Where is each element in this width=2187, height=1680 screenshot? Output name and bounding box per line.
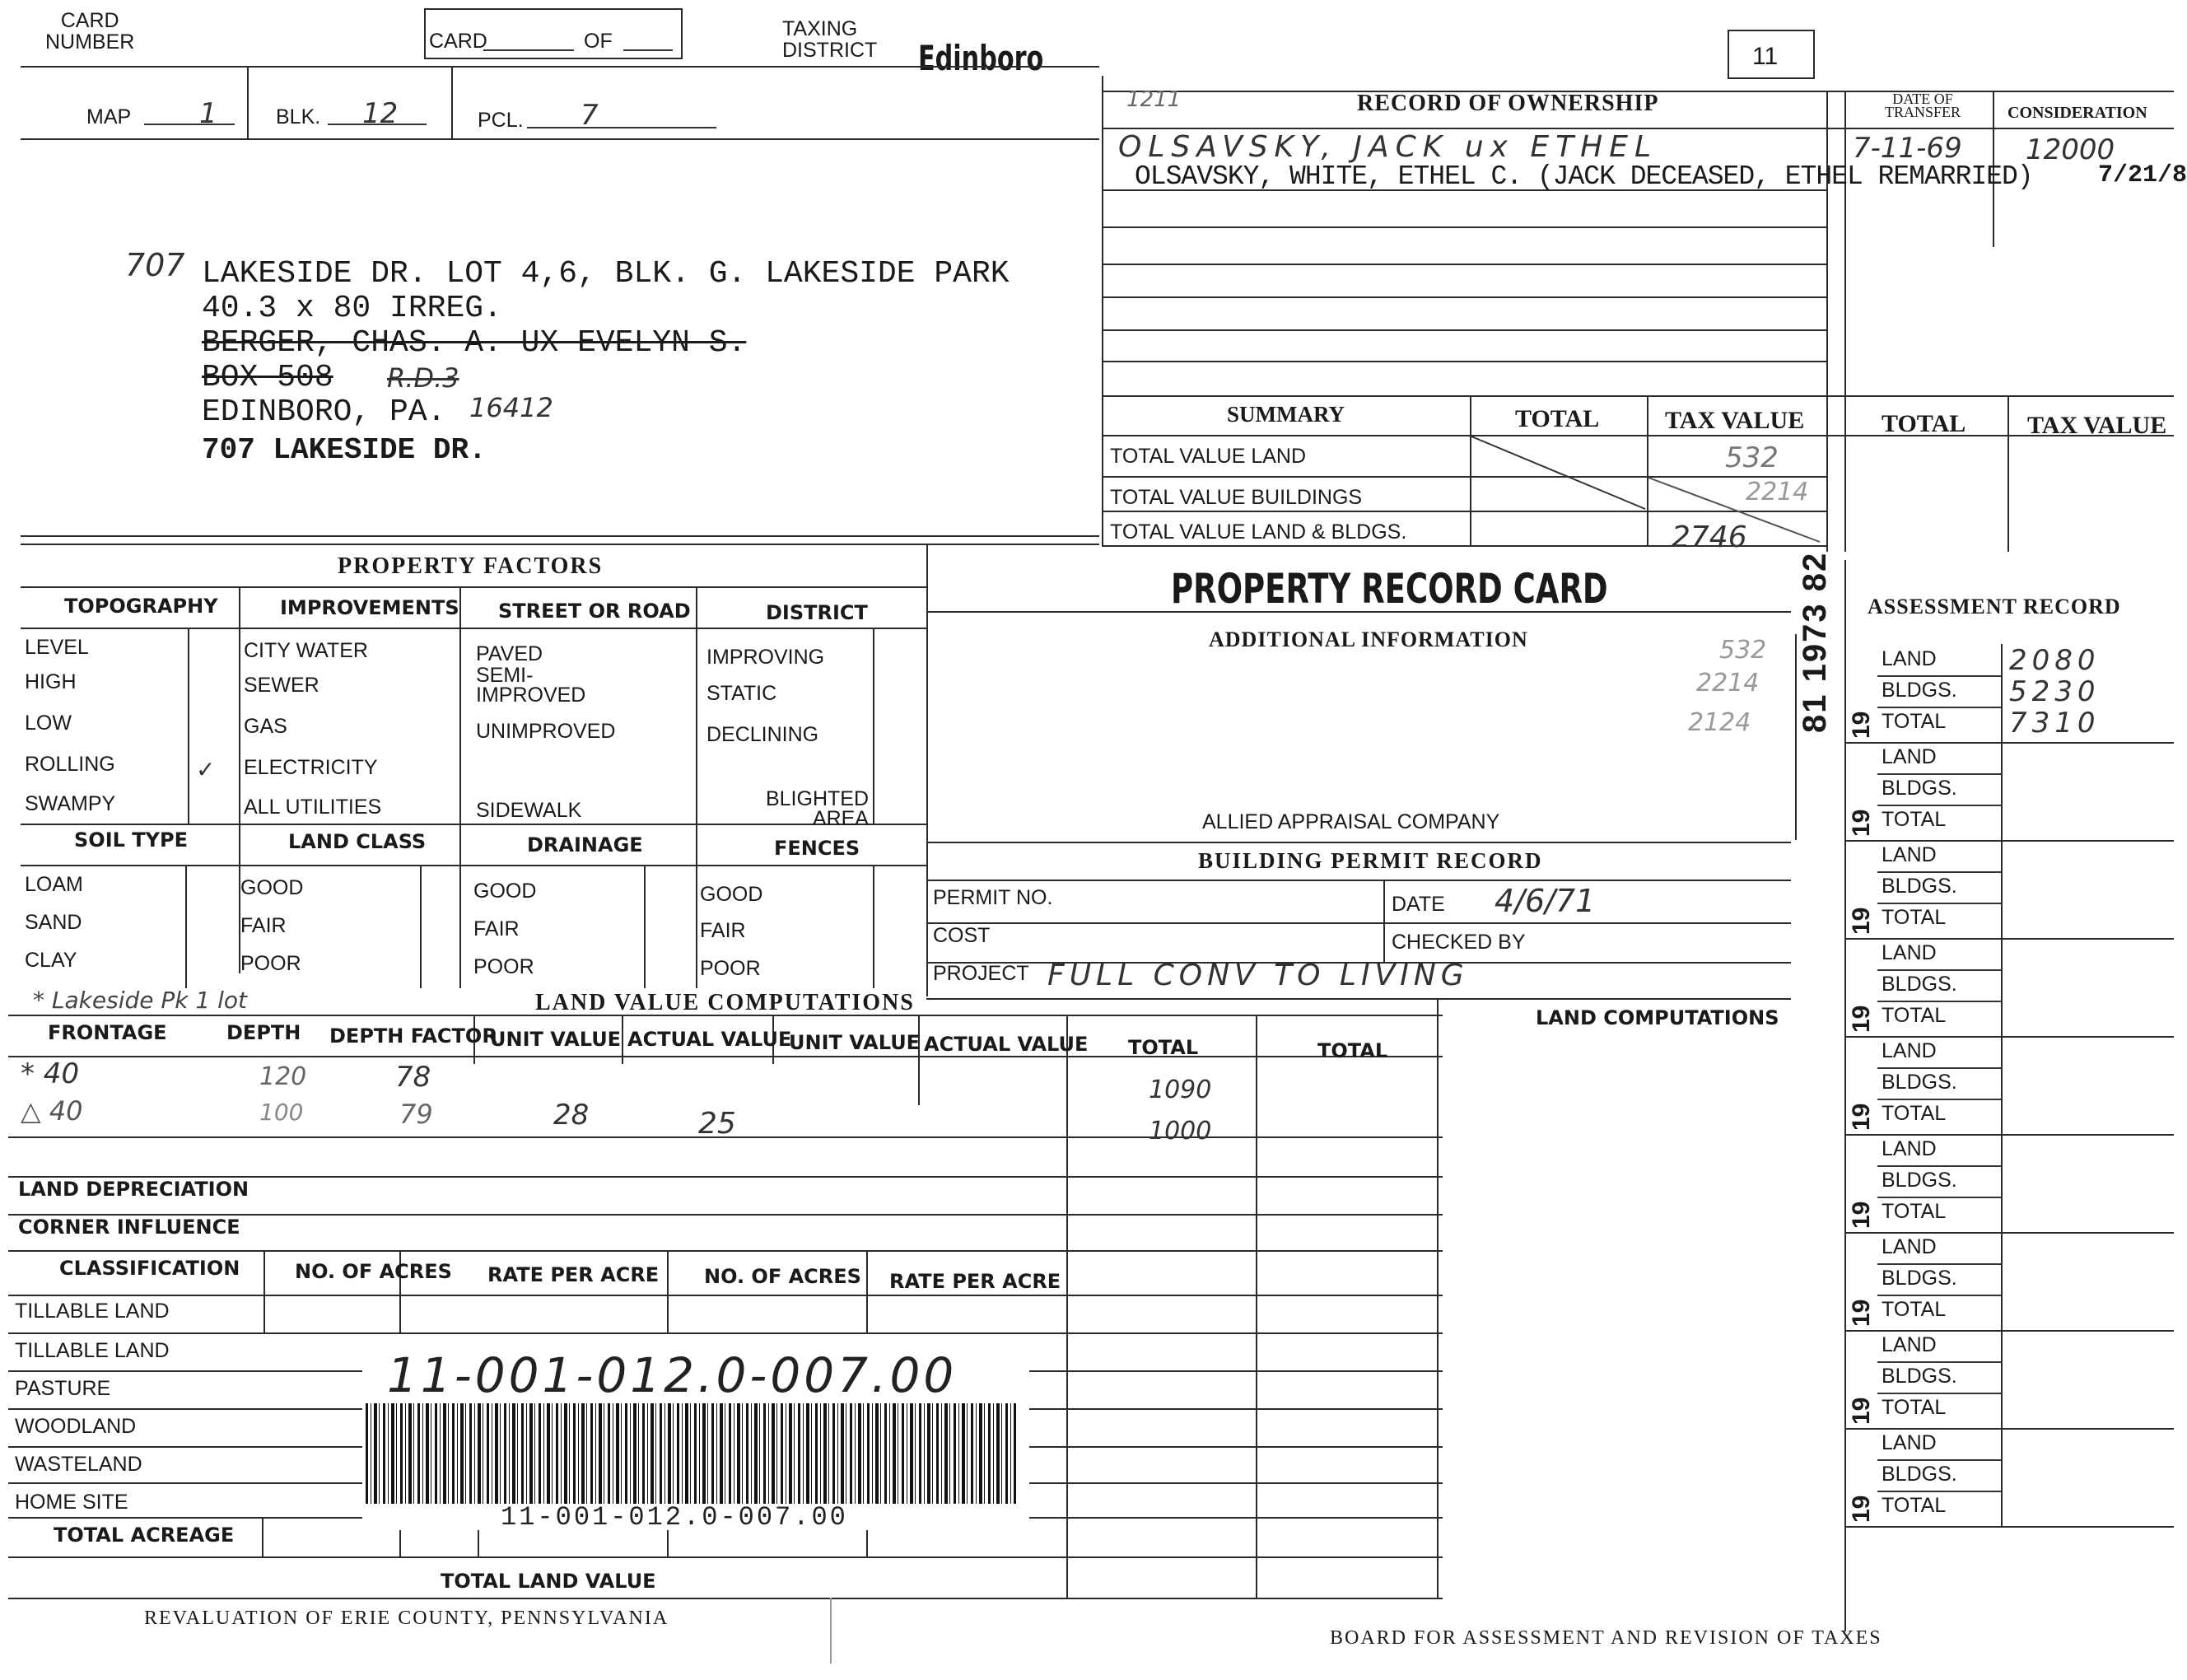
street-unimproved: UNIMPROVED <box>476 720 616 743</box>
street-label: STREET OR ROAD <box>498 600 691 623</box>
footer-left: REVALUATION OF ERIE COUNTY, PENNSYLVANIA <box>144 1608 669 1629</box>
cost-label: COST <box>933 924 991 947</box>
drainage-label: DRAINAGE <box>527 833 643 856</box>
of-label: OF <box>584 30 613 53</box>
assessment-total-label: TOTAL <box>1882 1494 1947 1517</box>
fences-fair: FAIR <box>700 919 746 942</box>
land-value-note: * Lakeside Pk 1 lot <box>33 987 247 1014</box>
assessment-block <box>1844 1330 2174 1430</box>
lv-row1-frontage: * 40 <box>21 1057 80 1090</box>
land-class-fair: FAIR <box>240 914 287 937</box>
map-value: 1 <box>199 97 217 130</box>
col-rate-per-acre-1: RATE PER ACRE <box>487 1263 660 1286</box>
property-factors-title: PROPERTY FACTORS <box>338 553 604 579</box>
assessment-block <box>1844 1428 2174 1528</box>
checked-by-label: CHECKED BY <box>1392 931 1526 954</box>
summary-tax-value2-label: TAX VALUE <box>2027 412 2167 439</box>
house-number-handwritten: 707 <box>125 247 185 283</box>
topo-swampy: SWAMPY <box>25 792 116 815</box>
permit-date-label: DATE <box>1392 893 1445 916</box>
street-line: 707 LAKESIDE DR. <box>202 433 487 467</box>
street-paved: PAVED <box>476 642 543 665</box>
pcl-label: PCL. <box>478 109 524 132</box>
assessment-land-label: LAND <box>1882 1235 1937 1258</box>
assessment-bldgs-value: 5230 <box>2009 675 2101 708</box>
acreage-tillable-1: TILLABLE LAND <box>15 1300 170 1323</box>
taxing-district-label: TAXING DISTRICT <box>782 17 878 62</box>
assessment-total-label: TOTAL <box>1882 710 1947 733</box>
col-actual-value-2: ACTUAL VALUE <box>924 1033 1089 1056</box>
assessment-year-label: 19 <box>1848 1005 1875 1033</box>
owner-entry-1-consideration: 12000 <box>2026 133 2115 166</box>
record-card-title: PROPERTY RECORD CARD <box>1171 565 1608 613</box>
land-class-poor: POOR <box>240 952 301 975</box>
pcl-value: 7 <box>581 99 599 132</box>
acreage-tillable-2: TILLABLE LAND <box>15 1339 170 1362</box>
soil-type-label: SOIL TYPE <box>74 828 188 852</box>
soil-loam: LOAM <box>25 873 83 896</box>
assessment-block <box>1844 1134 2174 1234</box>
address-line-2: 40.3 x 80 IRREG. <box>202 291 502 326</box>
additional-note-1: 532 <box>1719 636 1767 665</box>
assessment-land-label: LAND <box>1882 941 1937 964</box>
assessment-block <box>1844 840 2174 940</box>
consideration-label: CONSIDERATION <box>2007 104 2147 122</box>
assessment-bldgs-label: BLDGS. <box>1882 777 1957 800</box>
card-of-box <box>424 8 683 59</box>
blk-value: 12 <box>362 97 399 130</box>
acreage-woodland: WOODLAND <box>15 1415 137 1438</box>
drainage-fair: FAIR <box>473 917 520 940</box>
assessment-block <box>1844 1232 2174 1332</box>
lv-row1-factor: 78 <box>395 1061 431 1094</box>
col-no-of-acres-1: NO. OF ACRES <box>295 1260 452 1283</box>
card-label: CARD <box>429 30 487 53</box>
lv-row2-actual: 25 <box>698 1107 736 1141</box>
assessment-block <box>1844 742 2174 842</box>
col-depth-factor: DEPTH FACTOR <box>329 1024 497 1048</box>
land-class-good: GOOD <box>240 876 304 899</box>
permit-title: BUILDING PERMIT RECORD <box>1198 848 1543 873</box>
assessment-year-label: 19 <box>1848 907 1875 935</box>
assessment-total-label: TOTAL <box>1882 906 1947 929</box>
assessment-land-label: LAND <box>1882 1333 1937 1356</box>
assessment-bldgs-label: BLDGS. <box>1882 679 1957 702</box>
district-declining: DECLINING <box>706 723 819 746</box>
district-number: 11 <box>1752 43 1779 70</box>
drainage-poor: POOR <box>473 955 534 978</box>
address-line-1: LAKESIDE DR. LOT 4,6, BLK. G. LAKESIDE PARK <box>202 256 1010 292</box>
land-computations-label: LAND COMPUTATIONS <box>1536 1006 1779 1029</box>
additional-note-2: 2214 <box>1696 669 1760 698</box>
lv-row1-depth: 120 <box>259 1062 307 1091</box>
assessment-total-label: TOTAL <box>1882 808 1947 831</box>
imp-city-water: CITY WATER <box>244 639 368 662</box>
col-no-of-acres-2: NO. OF ACRES <box>704 1265 861 1288</box>
assessment-bldgs-label: BLDGS. <box>1882 973 1957 996</box>
barcode-sticker <box>362 1334 1029 1533</box>
lv-row2-total: 1000 <box>1149 1117 1212 1146</box>
project-label: PROJECT <box>933 962 1029 985</box>
topo-rolling: ROLLING <box>25 753 115 776</box>
date-of-transfer-label: DATE OF TRANSFER <box>1884 91 1961 120</box>
land-class-label: LAND CLASS <box>288 830 427 853</box>
additional-note-3: 2124 <box>1688 708 1751 737</box>
additional-info-label: ADDITIONAL INFORMATION <box>1209 628 1528 651</box>
zip-handwritten: 16412 <box>469 392 553 423</box>
assessment-land-label: LAND <box>1882 1137 1937 1160</box>
assessment-bldgs-label: BLDGS. <box>1882 1071 1957 1094</box>
assessment-stamp: 81 1973 82 <box>1797 551 1833 733</box>
imp-electricity: ELECTRICITY <box>244 756 378 779</box>
assessment-land-label: LAND <box>1882 1039 1937 1062</box>
land-depreciation-label: LAND DEPRECIATION <box>18 1178 249 1201</box>
ownership-title: RECORD OF OWNERSHIP <box>1357 91 1659 116</box>
assessment-block <box>1844 1036 2174 1136</box>
col-unit-value-1: UNIT VALUE <box>490 1028 622 1051</box>
district-improving: IMPROVING <box>706 646 825 669</box>
assessment-land-label: LAND <box>1882 647 1937 670</box>
district-label: DISTRICT <box>766 601 868 624</box>
permit-no-label: PERMIT NO. <box>933 886 1053 909</box>
lv-row2-factor: 79 <box>399 1099 433 1130</box>
topo-high: HIGH <box>25 670 77 693</box>
summary-total2-label: TOTAL <box>1882 410 1966 437</box>
assessment-year-label: 19 <box>1848 1397 1875 1425</box>
soil-clay: CLAY <box>25 949 77 972</box>
assessment-land-label: LAND <box>1882 1431 1937 1454</box>
assessment-land-label: LAND <box>1882 843 1937 866</box>
total-acreage-label: TOTAL ACREAGE <box>54 1524 235 1547</box>
improvements-label: IMPROVEMENTS <box>280 596 459 619</box>
owner-entry-2-date: 7/21/8 <box>2098 161 2187 189</box>
summary-row-buildings: TOTAL VALUE BUILDINGS <box>1110 486 1363 509</box>
col-unit-value-2: UNIT VALUE <box>789 1031 921 1054</box>
permit-date-value: 4/6/71 <box>1495 883 1596 919</box>
assessment-year-label: 19 <box>1848 1201 1875 1229</box>
district-blighted: BLIGHTED AREA <box>765 787 869 830</box>
ownership-corner-note: 1211 <box>1126 87 1182 112</box>
lv-row1-total: 1090 <box>1149 1076 1212 1104</box>
assessment-bldgs-label: BLDGS. <box>1882 1365 1957 1388</box>
col-total-1: TOTAL <box>1128 1036 1199 1059</box>
assessment-block <box>1844 938 2174 1038</box>
project-value: FULL CONV TO LIVING <box>1047 959 1469 992</box>
tax-value-land: 532 <box>1725 441 1779 474</box>
assessment-year-label: 19 <box>1848 1103 1875 1131</box>
summary-total-label: TOTAL <box>1515 405 1600 432</box>
topo-low: LOW <box>25 712 72 735</box>
map-label: MAP <box>86 105 132 128</box>
owner-entry-1-name: OLSAVSKY, JACK ux ETHEL <box>1118 130 1658 164</box>
assessment-bldgs-label: BLDGS. <box>1882 1267 1957 1290</box>
assessment-year-label: 19 <box>1848 1299 1875 1327</box>
assessment-year-label: 19 <box>1848 711 1875 739</box>
col-total-2: TOTAL <box>1317 1039 1388 1062</box>
assessment-land-label: LAND <box>1882 745 1937 768</box>
topo-level: LEVEL <box>25 636 89 659</box>
lv-row2-unit: 28 <box>553 1099 590 1132</box>
total-land-value-label: TOTAL LAND VALUE <box>441 1570 656 1593</box>
fences-poor: POOR <box>700 957 761 980</box>
summary-row-land-bldgs: TOTAL VALUE LAND & BLDGS. <box>1110 520 1407 544</box>
col-actual-value-1: ACTUAL VALUE <box>627 1028 792 1051</box>
summary-title: SUMMARY <box>1227 402 1345 427</box>
barcode-handwritten-number: 11-001-012.0-007.00 <box>387 1347 958 1403</box>
struck-owner-line: BERGER, CHAS. A. UX EVELYN S. <box>202 325 747 361</box>
topography-label: TOPOGRAPHY <box>64 595 218 618</box>
imp-all-utilities: ALL UTILITIES <box>244 796 382 819</box>
assessment-bldgs-label: BLDGS. <box>1882 875 1957 898</box>
struck-rd: R.D.3 <box>387 362 459 394</box>
city-line: EDINBORO, PA. <box>202 394 446 430</box>
summary-row-land: TOTAL VALUE LAND <box>1110 445 1307 468</box>
col-classification: CLASSIFICATION <box>59 1257 240 1280</box>
assessment-total-label: TOTAL <box>1882 1004 1947 1027</box>
taxing-district-value: Edinboro <box>918 38 1044 78</box>
assessment-land-value: 2080 <box>2009 644 2101 677</box>
corner-influence-label: CORNER INFLUENCE <box>18 1216 240 1239</box>
appraiser-name: ALLIED APPRAISAL COMPANY <box>1202 810 1500 833</box>
col-depth: DEPTH <box>226 1021 301 1044</box>
assessment-total-label: TOTAL <box>1882 1396 1947 1419</box>
fences-label: FENCES <box>774 837 860 860</box>
district-static: STATIC <box>706 682 777 705</box>
district-number-box <box>1728 30 1815 79</box>
summary-tax-value-label: TAX VALUE <box>1665 407 1805 434</box>
land-value-title: LAND VALUE COMPUTATIONS <box>535 990 915 1015</box>
barcode-printed-number: 11-001-012.0-007.00 <box>501 1502 848 1533</box>
col-rate-per-acre-2: RATE PER ACRE <box>889 1270 1061 1293</box>
barcode <box>366 1403 1016 1504</box>
assessment-year-label: 19 <box>1848 809 1875 837</box>
tax-value-buildings: 2214 <box>1746 478 1809 506</box>
col-frontage: FRONTAGE <box>48 1021 167 1044</box>
check-mark-icon: ✓ <box>196 756 216 783</box>
struck-box-line: BOX 508 <box>202 360 333 395</box>
soil-sand: SAND <box>25 911 82 934</box>
imp-sewer: SEWER <box>244 674 319 697</box>
street-sidewalk: SIDEWALK <box>476 799 582 822</box>
assessment-title: ASSESSMENT RECORD <box>1868 595 2121 618</box>
owner-entry-2-name: OLSAVSKY, WHITE, ETHEL C. (JACK DECEASED, ETHEL REMARRIED) <box>1135 161 2033 192</box>
assessment-total-label: TOTAL <box>1882 1102 1947 1125</box>
tax-value-total: 2746 <box>1672 520 1747 554</box>
assessment-total-value: 7310 <box>2009 707 2101 740</box>
assessment-block <box>1844 644 2174 744</box>
drainage-good: GOOD <box>473 880 537 903</box>
assessment-total-label: TOTAL <box>1882 1200 1947 1223</box>
acreage-pasture: PASTURE <box>15 1377 111 1400</box>
assessment-bldgs-label: BLDGS. <box>1882 1169 1957 1192</box>
assessment-year-label: 19 <box>1848 1495 1875 1523</box>
acreage-home-site: HOME SITE <box>15 1491 128 1514</box>
assessment-bldgs-label: BLDGS. <box>1882 1463 1957 1486</box>
assessment-total-label: TOTAL <box>1882 1298 1947 1321</box>
street-semi-improved: SEMI- IMPROVED <box>476 664 586 707</box>
footer-right: BOARD FOR ASSESSMENT AND REVISION OF TAXES <box>1330 1627 1882 1649</box>
lv-row2-depth: 100 <box>259 1099 304 1126</box>
blk-label: BLK. <box>276 105 321 128</box>
lv-row2-frontage: △ 40 <box>21 1095 83 1127</box>
owner-entry-1-date: 7-11-69 <box>1853 132 1962 165</box>
fences-good: GOOD <box>700 883 763 906</box>
card-number-label: CARD NUMBER <box>45 9 135 54</box>
imp-gas: GAS <box>244 715 287 738</box>
acreage-wasteland: WASTELAND <box>15 1453 142 1476</box>
